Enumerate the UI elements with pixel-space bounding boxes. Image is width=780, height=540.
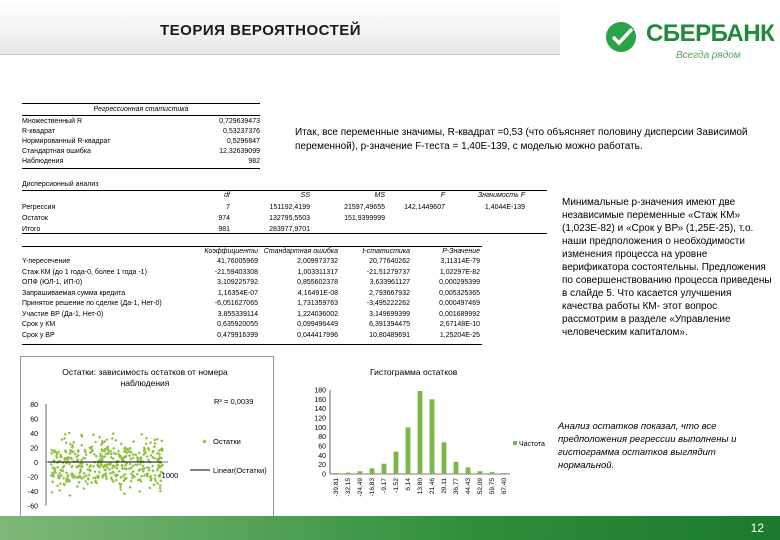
scatter-point bbox=[58, 489, 61, 492]
scatter-point bbox=[71, 446, 74, 449]
scatter-point bbox=[151, 469, 154, 472]
scatter-point bbox=[50, 491, 53, 494]
histogram-x-tick: 52,09 bbox=[477, 478, 484, 495]
scatter-point bbox=[85, 463, 88, 466]
coefficients-cell: 1,02297E-82 bbox=[439, 268, 480, 276]
scatter-point bbox=[50, 448, 53, 451]
histogram-legend-marker bbox=[513, 441, 517, 445]
scatter-point bbox=[149, 441, 152, 444]
scatter-point bbox=[69, 494, 72, 497]
scatter-point bbox=[77, 481, 80, 484]
scatter-point bbox=[132, 470, 135, 473]
r-squared-label: R² = 0,0039 bbox=[214, 397, 254, 406]
coefficients-cell: 6,391394475 bbox=[369, 321, 410, 328]
histogram-y-tick: 60 bbox=[318, 443, 326, 451]
histogram-y-tick: 40 bbox=[318, 452, 326, 460]
regression-stat-value: 12,32639099 bbox=[219, 148, 260, 155]
histogram-y-tick: 100 bbox=[314, 424, 326, 432]
scatter-point bbox=[115, 467, 118, 470]
scatter-point bbox=[110, 452, 113, 455]
scatter-point bbox=[62, 477, 65, 480]
scatter-x-tick: 1000 bbox=[161, 471, 179, 480]
divider bbox=[22, 103, 260, 104]
coefficients-cell: -21,51279737 bbox=[366, 268, 410, 276]
scatter-point bbox=[108, 468, 111, 471]
coefficients-cell: 1,731359763 bbox=[297, 300, 338, 307]
scatter-point bbox=[119, 485, 122, 488]
scatter-point bbox=[156, 438, 159, 441]
scatter-point bbox=[65, 471, 68, 474]
scatter-point bbox=[82, 487, 85, 490]
scatter-point bbox=[148, 469, 151, 472]
scatter-point bbox=[159, 484, 162, 487]
divider bbox=[22, 344, 482, 345]
coefficients-cell: 0,099496449 bbox=[297, 321, 338, 328]
scatter-point bbox=[74, 453, 77, 456]
scatter-point bbox=[95, 455, 98, 458]
histogram-x-tick: 13,80 bbox=[417, 478, 424, 495]
coefficients-row-label: ОПФ (ЮЛ-1, ИП-0) bbox=[22, 279, 83, 286]
scatter-point bbox=[117, 450, 120, 453]
anova-row-label: Регрессия bbox=[22, 204, 56, 211]
scatter-point bbox=[153, 442, 156, 445]
scatter-y-tick: 20 bbox=[30, 445, 38, 453]
anova-cell: 283977,9701 bbox=[269, 226, 310, 233]
scatter-point bbox=[151, 464, 154, 467]
logo-slogan: Всегда рядом bbox=[676, 50, 741, 61]
scatter-point bbox=[123, 492, 126, 495]
scatter-y-tick: 80 bbox=[30, 402, 38, 409]
histogram-chart bbox=[300, 362, 550, 516]
page-title: ТЕОРИЯ ВЕРОЯТНОСТЕЙ bbox=[160, 22, 362, 39]
scatter-point bbox=[59, 482, 62, 485]
histogram-x-tick: -39,81 bbox=[333, 478, 340, 497]
histogram-x-tick: -16,83 bbox=[369, 478, 376, 497]
coefficients-cell: 3,11314E-79 bbox=[440, 258, 480, 265]
coefficients-cell: 1,25204E-25 bbox=[439, 331, 480, 339]
scatter-point bbox=[159, 487, 162, 490]
regression-stat-value: 0,729639473 bbox=[219, 118, 260, 125]
coefficients-cell: 41,76005969 bbox=[217, 258, 258, 265]
scatter-point bbox=[51, 480, 54, 483]
scatter-point bbox=[152, 483, 155, 486]
coefficients-cell: 1,16354E-07 bbox=[217, 289, 258, 297]
coefficients-row-label: Срок у ВР bbox=[22, 331, 55, 339]
scatter-point bbox=[112, 432, 115, 435]
histogram-y-tick: 0 bbox=[322, 471, 326, 479]
coefficients-cell: 0,005325365 bbox=[439, 289, 480, 297]
scatter-point bbox=[149, 454, 152, 457]
scatter-point bbox=[79, 468, 82, 471]
anova-heading: Дисперсионный анализ bbox=[22, 181, 99, 188]
scatter-point bbox=[132, 453, 135, 456]
histogram-x-tick: 59,75 bbox=[489, 478, 496, 495]
scatter-point bbox=[156, 482, 159, 485]
scatter-point bbox=[68, 462, 71, 465]
coefficients-cell: 3,633961127 bbox=[369, 279, 410, 286]
histogram-x-tick: 44,43 bbox=[465, 478, 472, 495]
scatter-point bbox=[112, 447, 115, 450]
logo-text: СБЕРБАНК bbox=[646, 20, 775, 47]
regression-stat-label: Стандартная ошибка bbox=[22, 148, 91, 155]
page-number: 12 bbox=[750, 521, 764, 535]
scatter-point bbox=[56, 466, 59, 469]
coefficients-cell: 0,000295399 bbox=[439, 279, 480, 286]
histogram-x-tick: 36,77 bbox=[453, 478, 460, 495]
coefficients-row-label: Y-пересечение bbox=[22, 258, 71, 265]
scatter-point bbox=[56, 484, 59, 487]
scatter-point bbox=[85, 453, 88, 456]
regression-stats-heading: Регрессионная статистика bbox=[93, 106, 189, 113]
scatter-point bbox=[138, 451, 141, 454]
coefficients-cell: 1,003311317 bbox=[297, 268, 338, 276]
scatter-point bbox=[93, 453, 96, 456]
coefficients-cell: -21,59403308 bbox=[214, 268, 258, 276]
anova-column-header: Значимость F bbox=[477, 192, 525, 199]
coefficients-row-label: Участие ВР (Да-1, Нет-0) bbox=[22, 310, 104, 318]
scatter-y-tick: 40 bbox=[30, 431, 38, 438]
scatter-point bbox=[50, 463, 53, 466]
summary-note: Итак, все переменные значимы, R-квадрат =0,53 (что объясняет половину дисперсии Зависимой переменной), p-значение F-теста = 1,40E-139, с моделью можно работать. bbox=[295, 127, 748, 152]
histogram-title: Гистограмма остатков bbox=[370, 367, 458, 377]
anova-row-label: Остаток bbox=[22, 215, 48, 222]
scatter-point bbox=[145, 437, 148, 440]
coefficients-cell: -6,051627065 bbox=[214, 300, 258, 307]
histogram-y-tick: 180 bbox=[314, 387, 326, 395]
scatter-point bbox=[140, 475, 143, 478]
coefficients-row-label: Принятое решение по сделке (Да-1, Нет-0) bbox=[22, 300, 162, 307]
coefficients-cell: 3,109225792 bbox=[217, 279, 258, 286]
anova-column-header: SS bbox=[300, 192, 310, 199]
scatter-point bbox=[128, 454, 131, 457]
histogram-bar bbox=[478, 471, 483, 474]
coefficients-cell: 10,80489691 bbox=[369, 331, 410, 339]
coefficients-cell: 2,67148E-10 bbox=[439, 321, 480, 328]
scatter-y-tick: 60 bbox=[30, 416, 38, 424]
coefficients-cell: 3,149699399 bbox=[369, 310, 410, 318]
scatter-chart-title: Остатки: зависимость остатков от номера наблюдения bbox=[62, 367, 228, 388]
anova-cell: 7 bbox=[226, 204, 230, 211]
anova-cell: 151192,4199 bbox=[269, 204, 310, 211]
coefficients-cell: 0,855602378 bbox=[297, 279, 338, 286]
histogram-y-tick: 140 bbox=[314, 406, 326, 414]
scatter-point bbox=[145, 442, 148, 445]
scatter-point bbox=[132, 440, 135, 443]
coefficients-cell: 2,009973732 bbox=[297, 258, 338, 265]
scatter-point bbox=[60, 438, 63, 441]
coefficients-cell: 4,16491E-08 bbox=[297, 289, 338, 297]
histogram-y-tick: 20 bbox=[318, 462, 326, 470]
legend-point-marker bbox=[202, 439, 206, 443]
scatter-point bbox=[114, 439, 117, 442]
scatter-point bbox=[134, 453, 137, 456]
scatter-point bbox=[149, 475, 152, 478]
histogram-y-tick: 160 bbox=[314, 396, 326, 404]
scatter-point bbox=[129, 480, 132, 483]
regression-stat-label: R-квадрат bbox=[22, 128, 55, 135]
histogram-bar bbox=[490, 472, 495, 474]
coefficients-cell: 0,044417996 bbox=[297, 331, 338, 339]
scatter-point bbox=[98, 436, 101, 439]
histogram-bar bbox=[334, 473, 339, 474]
regression-stat-value: 0,53237376 bbox=[223, 128, 260, 135]
coefficients-cell: 0,479916399 bbox=[217, 331, 258, 339]
anova-cell: 981 bbox=[218, 226, 230, 233]
scatter-point bbox=[80, 444, 83, 447]
scatter-point bbox=[90, 481, 93, 484]
scatter-point bbox=[121, 467, 124, 470]
scatter-point bbox=[98, 470, 101, 473]
scatter-point bbox=[136, 473, 139, 476]
side-note: Минимальные p-значения имеют две независимые переменные «Стаж КМ» (1,023Е-82) и «Срок у ВР» (1,25Е-25), т.о. наши предположения о необходимости изменения процесса на уровне верификатора состоятельны. Предложения по совершенствованию процесса приведены в слайде 5. Что касается улучшения качества работы КМ- этот вопрос рассмотрим в разделе «Управление человеческим капиталом». bbox=[562, 197, 772, 338]
anova-column-header: F bbox=[440, 192, 445, 199]
scatter-point bbox=[118, 470, 121, 473]
coefficients-column-header: Коэффициенты bbox=[204, 248, 258, 255]
scatter-point bbox=[129, 486, 132, 489]
anova-cell: 1,4044E-139 bbox=[484, 204, 525, 211]
coefficients-cell: 20,77640262 bbox=[369, 258, 410, 265]
scatter-point bbox=[72, 441, 75, 444]
scatter-y-tick: -60 bbox=[27, 503, 38, 511]
scatter-point bbox=[129, 462, 132, 465]
anova-cell: 21597,49655 bbox=[344, 204, 385, 211]
scatter-point bbox=[76, 485, 79, 488]
scatter-point bbox=[92, 433, 95, 436]
coefficients-cell: 0,000497469 bbox=[439, 300, 480, 307]
histogram-bar bbox=[418, 391, 423, 474]
coefficients-cell: 0,001689992 bbox=[439, 310, 480, 318]
scatter-point bbox=[63, 437, 66, 440]
scatter-point bbox=[65, 441, 68, 444]
sberbank-logo-icon bbox=[604, 20, 638, 54]
anova-column-header: df bbox=[224, 192, 230, 199]
anova-column-header: MS bbox=[374, 192, 385, 199]
coefficients-column-header: P-Значение bbox=[442, 248, 480, 255]
histogram-bar bbox=[454, 462, 459, 474]
histogram-legend-label: Частота bbox=[519, 441, 545, 448]
histogram-x-tick: -32,15 bbox=[345, 478, 352, 497]
scatter-point bbox=[153, 474, 156, 477]
scatter-point bbox=[88, 473, 91, 476]
scatter-point bbox=[99, 452, 102, 455]
histogram-bar bbox=[370, 468, 375, 474]
scatter-point bbox=[84, 480, 87, 483]
scatter-point bbox=[138, 490, 141, 493]
histogram-bar bbox=[382, 464, 387, 474]
scatter-point bbox=[140, 433, 143, 436]
histogram-bar bbox=[394, 452, 399, 474]
scatter-point bbox=[105, 438, 108, 441]
histogram-bar bbox=[466, 467, 471, 474]
scatter-point bbox=[159, 490, 162, 493]
histogram-x-tick: 67,40 bbox=[501, 478, 508, 495]
scatter-point bbox=[146, 455, 149, 458]
scatter-chart bbox=[20, 356, 272, 516]
histogram-bar bbox=[358, 471, 363, 474]
regression-stat-label: Нормированный R-квадрат bbox=[22, 138, 111, 145]
histogram-x-tick: 21,46 bbox=[429, 478, 436, 495]
anova-row-label: Итого bbox=[22, 226, 41, 233]
histogram-bar bbox=[502, 473, 507, 474]
regression-stat-label: Наблюдения bbox=[22, 158, 64, 165]
scatter-point bbox=[120, 442, 123, 445]
histogram-x-tick: -1,52 bbox=[393, 478, 400, 493]
histogram-bar bbox=[346, 473, 351, 474]
scatter-point bbox=[156, 469, 159, 472]
analysis-note: Анализ остатков показал, что все предположения регрессии выполнены и гистограмма остатков выглядит нормальной. bbox=[558, 421, 737, 471]
scatter-point bbox=[94, 441, 97, 444]
divider bbox=[22, 168, 260, 169]
scatter-point bbox=[119, 488, 122, 491]
scatter-point bbox=[148, 486, 151, 489]
histogram-x-tick: 6,14 bbox=[405, 478, 412, 491]
scatter-y-tick: 0 bbox=[34, 460, 38, 467]
scatter-point bbox=[111, 437, 114, 440]
anova-cell: 151,9399999 bbox=[344, 215, 385, 222]
histogram-y-tick: 120 bbox=[314, 415, 326, 423]
scatter-point bbox=[160, 439, 163, 442]
coefficients-cell: 3,855339114 bbox=[217, 310, 258, 318]
scatter-point bbox=[93, 470, 96, 473]
regression-stat-label: Множественный R bbox=[22, 118, 82, 125]
scatter-point bbox=[68, 431, 71, 434]
anova-cell: 132795,5503 bbox=[269, 215, 310, 222]
histogram-bar bbox=[406, 427, 411, 474]
coefficients-row-label: Стаж КМ (до 1 года-0, более 1 года -1) bbox=[22, 268, 147, 276]
histogram-y-tick: 80 bbox=[318, 434, 326, 442]
scatter-point bbox=[153, 438, 156, 441]
coefficients-cell: 1,224036002 bbox=[297, 310, 338, 318]
coefficients-cell: -3,495222262 bbox=[366, 300, 410, 307]
scatter-point bbox=[105, 477, 108, 480]
coefficients-row-label: Запрашиваемая сумма кредита bbox=[22, 289, 126, 297]
coefficients-cell: 0,635920055 bbox=[217, 321, 258, 328]
scatter-point bbox=[86, 482, 89, 485]
regression-stat-value: 982 bbox=[248, 158, 260, 165]
scatter-point bbox=[115, 479, 118, 482]
coefficients-column-header: t-статистика bbox=[362, 248, 410, 255]
anova-cell: 142,1449607 bbox=[404, 204, 445, 211]
divider bbox=[22, 115, 260, 116]
histogram-bar bbox=[442, 442, 447, 474]
coefficients-column-header: Стандартная ошибка bbox=[263, 248, 338, 255]
scatter-point bbox=[64, 433, 67, 436]
legend-line-label: Linear(Остатки) bbox=[213, 466, 267, 475]
histogram-x-tick: -24,49 bbox=[357, 478, 364, 497]
footer-bar bbox=[0, 516, 780, 540]
scatter-point bbox=[92, 465, 95, 468]
histogram-x-tick: -9,17 bbox=[381, 478, 388, 493]
coefficients-cell: 2,793667932 bbox=[369, 289, 410, 297]
histogram-x-tick: 29,11 bbox=[441, 478, 448, 494]
coefficients-row-label: Срок у КМ bbox=[22, 321, 56, 328]
scatter-y-tick: -20 bbox=[27, 474, 38, 482]
legend-points-label: Остатки bbox=[213, 437, 241, 446]
scatter-point bbox=[80, 458, 83, 461]
regression-stat-value: 0,5296847 bbox=[226, 138, 260, 145]
histogram-bar bbox=[430, 399, 435, 474]
scatter-point bbox=[83, 472, 86, 475]
scatter-point bbox=[132, 464, 135, 467]
scatter-y-tick: -40 bbox=[27, 489, 38, 496]
scatter-point bbox=[153, 445, 156, 448]
anova-cell: 974 bbox=[218, 215, 230, 222]
